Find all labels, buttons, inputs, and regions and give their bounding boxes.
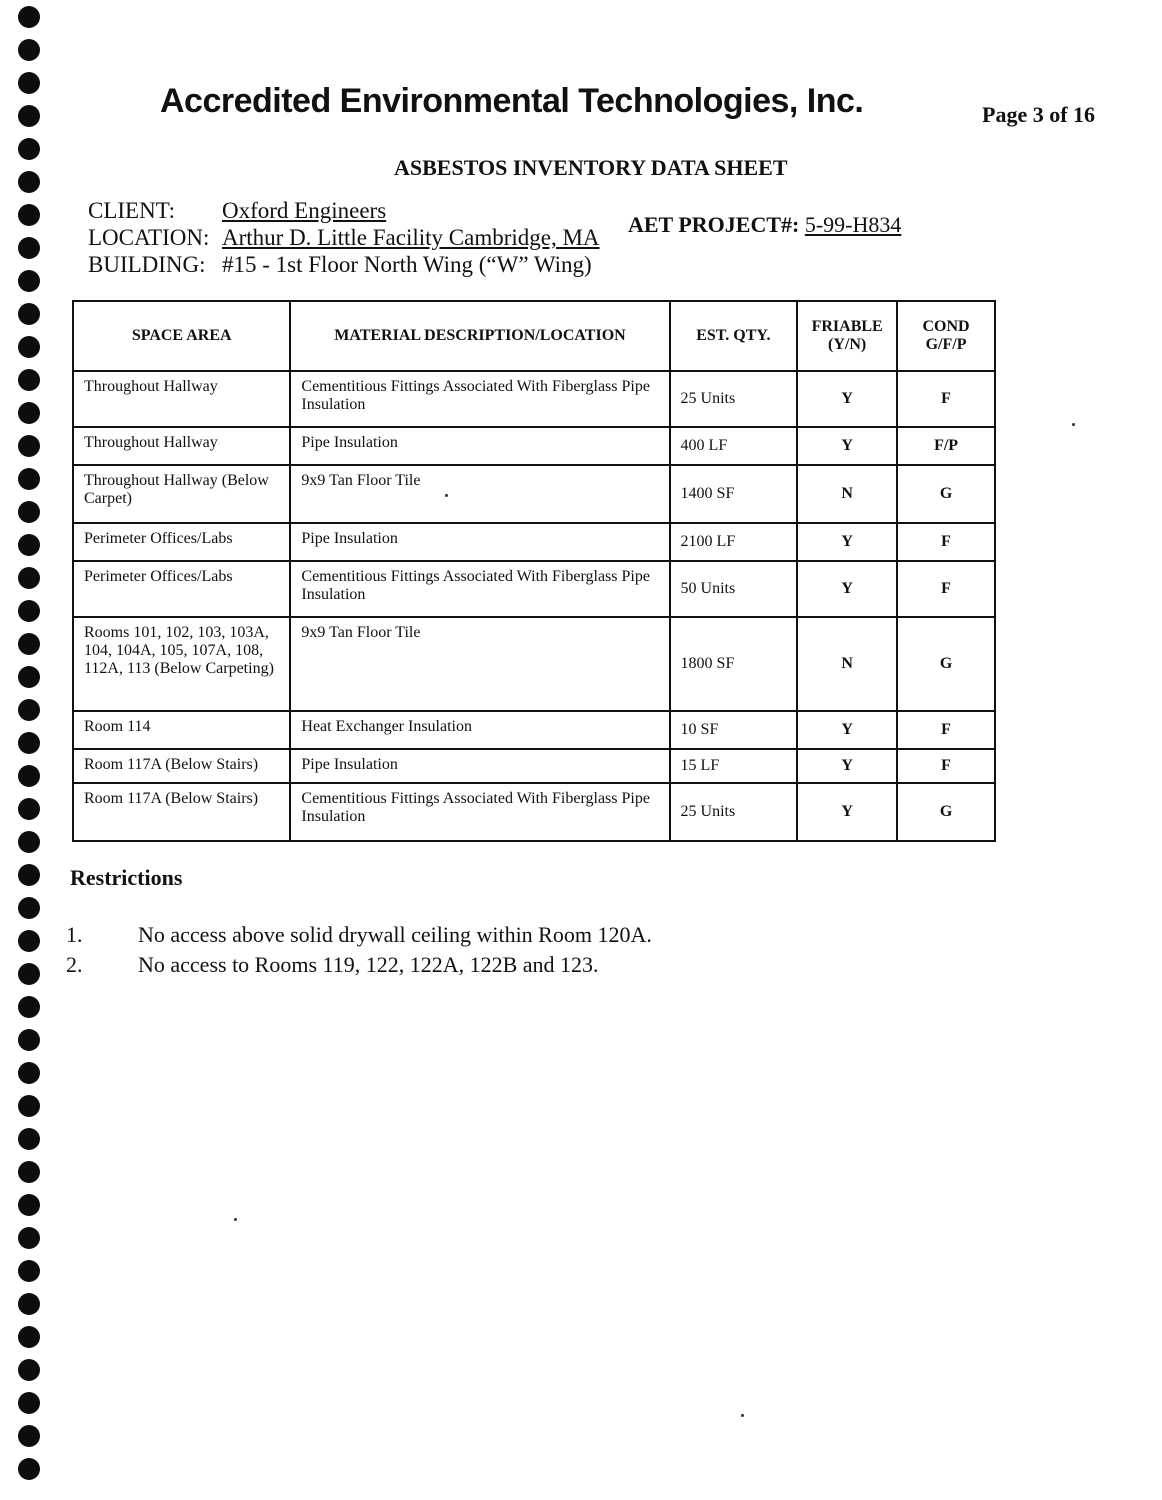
project-label: AET PROJECT#:	[628, 212, 800, 237]
cell-material: Cementitious Fittings Associated With Fiberglass Pipe Insulation	[290, 561, 669, 617]
binder-hole	[18, 567, 40, 589]
restriction-text: No access above solid drywall ceiling within Room 120A.	[138, 922, 652, 947]
cell-space-area: Room 117A (Below Stairs)	[73, 783, 290, 841]
binder-hole	[18, 963, 40, 985]
table-row	[73, 561, 995, 617]
binder-hole	[18, 930, 40, 952]
inventory-table	[72, 300, 996, 842]
cell-qty: 25 Units	[670, 371, 798, 427]
company-name: Accredited Environmental Technologies, Inc.	[160, 82, 864, 120]
cell-qty: 1400 SF	[670, 465, 798, 523]
cell-qty: 2100 LF	[670, 523, 798, 561]
sheet-title: ASBESTOS INVENTORY DATA SHEET	[394, 155, 788, 180]
binder-hole	[18, 138, 40, 160]
location-line	[88, 225, 600, 251]
binder-hole	[18, 1392, 40, 1414]
cell-space-area: Room 114	[73, 711, 290, 749]
cell-cond: F/P	[897, 427, 995, 465]
restriction-item	[66, 952, 599, 978]
restriction-number: 1.	[66, 922, 83, 947]
table-row	[73, 523, 995, 561]
binder-hole	[18, 1128, 40, 1150]
binder-hole	[18, 1359, 40, 1381]
table-row	[73, 783, 995, 841]
location-label: LOCATION:	[88, 225, 210, 250]
cell-qty: 1800 SF	[670, 617, 798, 711]
cell-space-area: Perimeter Offices/Labs	[73, 561, 290, 617]
binder-hole	[18, 831, 40, 853]
binder-hole	[18, 105, 40, 127]
binder-hole	[18, 1260, 40, 1282]
binder-hole	[18, 501, 40, 523]
binder-hole	[18, 237, 40, 259]
building-label: BUILDING:	[88, 252, 206, 277]
binder-hole	[18, 1194, 40, 1216]
client-label: CLIENT:	[88, 198, 176, 223]
cell-cond: F	[897, 561, 995, 617]
cell-friable: N	[797, 465, 897, 523]
restrictions-title: Restrictions	[70, 865, 183, 890]
binder-hole	[18, 765, 40, 787]
cell-friable: Y	[797, 561, 897, 617]
binder-hole	[18, 1161, 40, 1183]
table-row	[73, 711, 995, 749]
table-row	[73, 749, 995, 783]
binder-hole	[18, 996, 40, 1018]
binder-hole	[18, 336, 40, 358]
binder-hole	[18, 666, 40, 688]
building-line	[88, 252, 592, 278]
scan-speck	[445, 494, 448, 497]
binder-hole	[18, 1095, 40, 1117]
cell-qty: 25 Units	[670, 783, 798, 841]
cell-cond: G	[897, 783, 995, 841]
cell-material: Cementitious Fittings Associated With Fiberglass Pipe Insulation	[290, 783, 669, 841]
binder-hole	[18, 1029, 40, 1051]
cell-cond: G	[897, 465, 995, 523]
restriction-number: 2.	[66, 952, 83, 977]
table-row	[73, 427, 995, 465]
binder-hole	[18, 633, 40, 655]
binder-hole	[18, 1458, 40, 1480]
header-cond: COND G/F/P	[897, 301, 995, 371]
header-friable: FRIABLE (Y/N)	[797, 301, 897, 371]
header-material: MATERIAL DESCRIPTION/LOCATION	[290, 301, 669, 371]
cell-material: Pipe Insulation	[290, 427, 669, 465]
binder-hole	[18, 1227, 40, 1249]
cell-space-area: Throughout Hallway	[73, 427, 290, 465]
building-value: #15 - 1st Floor North Wing (“W” Wing)	[222, 252, 592, 277]
cell-space-area: Perimeter Offices/Labs	[73, 523, 290, 561]
cell-space-area: Rooms 101, 102, 103, 103A, 104, 104A, 105, 107A, 108, 112A, 113 (Below Carpeting)	[73, 617, 290, 711]
restriction-text: No access to Rooms 119, 122, 122A, 122B and 123.	[138, 952, 599, 977]
cell-space-area: Throughout Hallway	[73, 371, 290, 427]
client-value: Oxford Engineers	[222, 198, 387, 223]
binder-hole	[18, 534, 40, 556]
cell-material: 9x9 Tan Floor Tile	[290, 465, 669, 523]
cell-friable: Y	[797, 427, 897, 465]
cell-material: Heat Exchanger Insulation	[290, 711, 669, 749]
scan-speck	[1072, 423, 1075, 426]
project-value: 5-99-H834	[804, 212, 902, 237]
cell-material: Pipe Insulation	[290, 523, 669, 561]
binder-hole	[18, 435, 40, 457]
cell-qty: 15 LF	[670, 749, 798, 783]
cell-friable: Y	[797, 749, 897, 783]
binder-hole	[18, 1062, 40, 1084]
binder-hole	[18, 39, 40, 61]
header-qty: EST. QTY.	[670, 301, 798, 371]
binder-hole	[18, 468, 40, 490]
table-row	[73, 617, 995, 711]
binder-hole	[18, 1425, 40, 1447]
client-line	[88, 198, 386, 224]
binder-hole	[18, 600, 40, 622]
cell-space-area: Throughout Hallway (Below Carpet)	[73, 465, 290, 523]
binder-hole	[18, 1293, 40, 1315]
cell-friable: Y	[797, 371, 897, 427]
table-row	[73, 371, 995, 427]
cell-friable: N	[797, 617, 897, 711]
location-value: Arthur D. Little Facility Cambridge, MA	[222, 225, 600, 250]
binder-hole	[18, 6, 40, 28]
binder-hole	[18, 1326, 40, 1348]
cell-cond: F	[897, 371, 995, 427]
cell-cond: F	[897, 749, 995, 783]
binder-hole	[18, 204, 40, 226]
cell-friable: Y	[797, 783, 897, 841]
scan-speck	[234, 1218, 237, 1221]
binder-holes	[18, 6, 42, 1496]
scan-speck	[741, 1414, 744, 1417]
cell-qty: 400 LF	[670, 427, 798, 465]
binder-hole	[18, 303, 40, 325]
binder-hole	[18, 798, 40, 820]
binder-hole	[18, 732, 40, 754]
cell-material: Cementitious Fittings Associated With Fiberglass Pipe Insulation	[290, 371, 669, 427]
cell-qty: 10 SF	[670, 711, 798, 749]
cell-qty: 50 Units	[670, 561, 798, 617]
table-row	[73, 465, 995, 523]
cell-cond: F	[897, 523, 995, 561]
header-space-area: SPACE AREA	[73, 301, 290, 371]
cell-cond: G	[897, 617, 995, 711]
binder-hole	[18, 171, 40, 193]
binder-hole	[18, 897, 40, 919]
binder-hole	[18, 864, 40, 886]
binder-hole	[18, 72, 40, 94]
restriction-item	[66, 922, 652, 948]
cell-cond: F	[897, 711, 995, 749]
page-number: Page 3 of 16	[982, 102, 1096, 127]
cell-space-area: Room 117A (Below Stairs)	[73, 749, 290, 783]
binder-hole	[18, 369, 40, 391]
cell-friable: Y	[797, 711, 897, 749]
cell-friable: Y	[797, 523, 897, 561]
project-line	[628, 212, 901, 238]
binder-hole	[18, 270, 40, 292]
binder-hole	[18, 699, 40, 721]
binder-hole	[18, 402, 40, 424]
cell-material: 9x9 Tan Floor Tile	[290, 617, 669, 711]
table-header-row	[73, 301, 995, 371]
cell-material: Pipe Insulation	[290, 749, 669, 783]
